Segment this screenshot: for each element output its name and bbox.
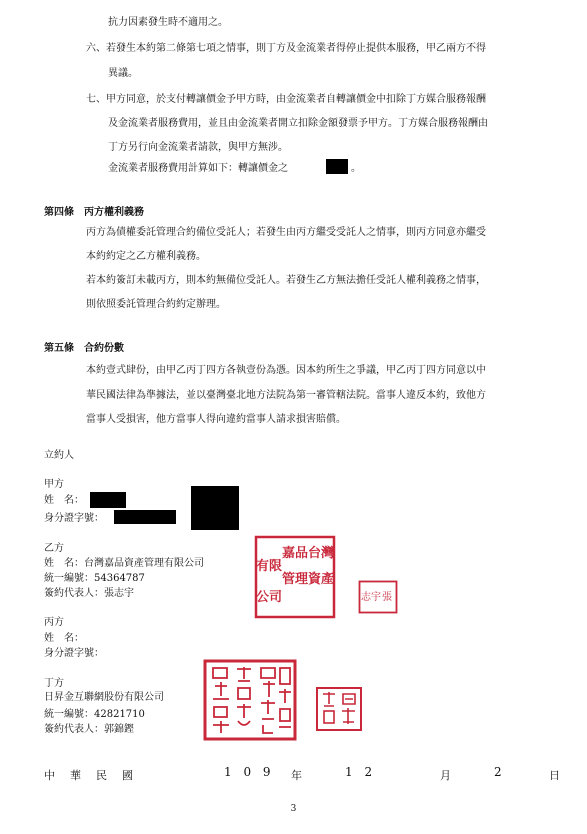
date-month-unit: 月: [440, 769, 451, 782]
clause-7-line-4: 金流業者服務費用計算如下：轉讓價金之: [108, 163, 288, 174]
clause-6-line-1: 六、若發生本約第二條第七項之情事，則丁方及金流業者得停止提供本服務，甲乙兩方不得: [86, 43, 486, 54]
party-a-name-label: 姓 名：: [44, 495, 84, 506]
company-seal-party-d-graphic: [203, 659, 297, 741]
article-4-line: 丙方為債權委託管理合約備位受託人；若發生由丙方繼受受託人之情事，則丙方同意亦繼受: [86, 227, 486, 238]
party-b-name: 姓 名：台灣嘉品資產管理有限公司: [44, 558, 204, 569]
seal-char: 有限: [255, 559, 283, 574]
seal-char: 張: [382, 592, 392, 603]
article-4-heading: 第四條 丙方權利義務: [44, 207, 144, 218]
signatories-title: 立約人: [44, 450, 74, 461]
date-era-char: 民: [96, 769, 107, 782]
date-era-char: 中: [44, 769, 55, 782]
party-b-label: 乙方: [44, 543, 64, 554]
article-5-line: 本約壹式肆份，由甲乙丙丁四方各執壹份為憑。因本約所生之爭議，甲乙丙丁四方同意以中: [86, 365, 486, 376]
party-a-label: 甲方: [44, 479, 64, 490]
article-4-line: 若本約簽訂未載丙方，則本約無備位受託人。若發生乙方無法擔任受託人權利義務之情事，: [86, 275, 486, 286]
party-c-id-label: 身分證字號：: [44, 648, 104, 659]
clause-6-line-2: 異議。: [108, 68, 138, 79]
redaction-box: [114, 510, 176, 524]
page-number: 3: [290, 804, 297, 814]
article-4-line: 則依照委託管理合約約定辦理。: [86, 299, 226, 310]
article-4-line: 本約約定之乙方權利義務。: [86, 251, 206, 262]
party-a-id-label: 身分證字號：: [44, 513, 104, 524]
company-seal: [254, 535, 336, 619]
clause-7-line-4-end: 。: [351, 163, 361, 174]
party-d-representative: 簽約代表人：郭錦鏗: [44, 724, 134, 735]
seal-char: 台灣: [307, 546, 335, 561]
date-day-unit: 日: [549, 769, 560, 782]
date-year-unit: 年: [291, 769, 302, 782]
seal-char: 志宇: [361, 592, 381, 603]
seal-char: 管理: [281, 572, 309, 587]
company-seal-graphic: [254, 535, 336, 619]
party-d-tax-id: 統一編號：42821710: [44, 709, 145, 720]
article-5-heading: 第五條 合約份數: [44, 343, 124, 354]
party-b-representative: 簽約代表人：張志宇: [44, 588, 134, 599]
personal-seal-party-d-graphic: [315, 686, 363, 732]
personal-seal-party-d: [315, 686, 363, 732]
party-c-label: 丙方: [44, 617, 64, 628]
clause-7-line-2: 及金流業者服務費用，並且由金流業者開立扣除金額發票予甲方。丁方媒合服務報酬由: [108, 118, 488, 129]
date-day: 2: [494, 765, 502, 779]
party-b-tax-id: 統一編號：54364787: [44, 573, 145, 584]
personal-seal: [358, 580, 398, 614]
redaction-box: [90, 492, 126, 508]
date-era-char: 華: [70, 769, 81, 782]
article-5-line: 華民國法律為準據法，並以臺灣臺北地方法院為第一審管轄法院。當事人違反本約，致他方: [86, 390, 486, 401]
redaction-box: [326, 159, 348, 174]
redacted-seal: [191, 486, 239, 530]
company-seal-party-d: [203, 659, 297, 741]
party-c-name-label: 姓 名：: [44, 633, 84, 644]
date-month: 1 2: [345, 765, 377, 779]
party-d-name: 日昇金互聯網股份有限公司: [44, 692, 164, 703]
seal-char: 公司: [255, 590, 283, 605]
clause-7-line-1: 七、甲方同意，於支付轉讓價金予甲方時，由金流業者自轉讓價金中扣除丁方媒合服務報酬: [86, 94, 486, 105]
party-d-label: 丁方: [44, 678, 64, 689]
article-5-line: 當事人受損害，他方當事人得向違約當事人請求損害賠償。: [86, 414, 346, 425]
clause-7-line-3: 丁方另行向金流業者請款，與甲方無涉。: [108, 142, 288, 153]
date-year: 1 0 9: [224, 765, 275, 779]
seal-char: 資產: [307, 572, 335, 587]
seal-char: 嘉品: [281, 546, 309, 561]
personal-seal-graphic: [358, 580, 398, 614]
clause-text-line: 抗力因素發生時不適用之。: [108, 17, 228, 28]
date-era-char: 國: [122, 769, 133, 782]
